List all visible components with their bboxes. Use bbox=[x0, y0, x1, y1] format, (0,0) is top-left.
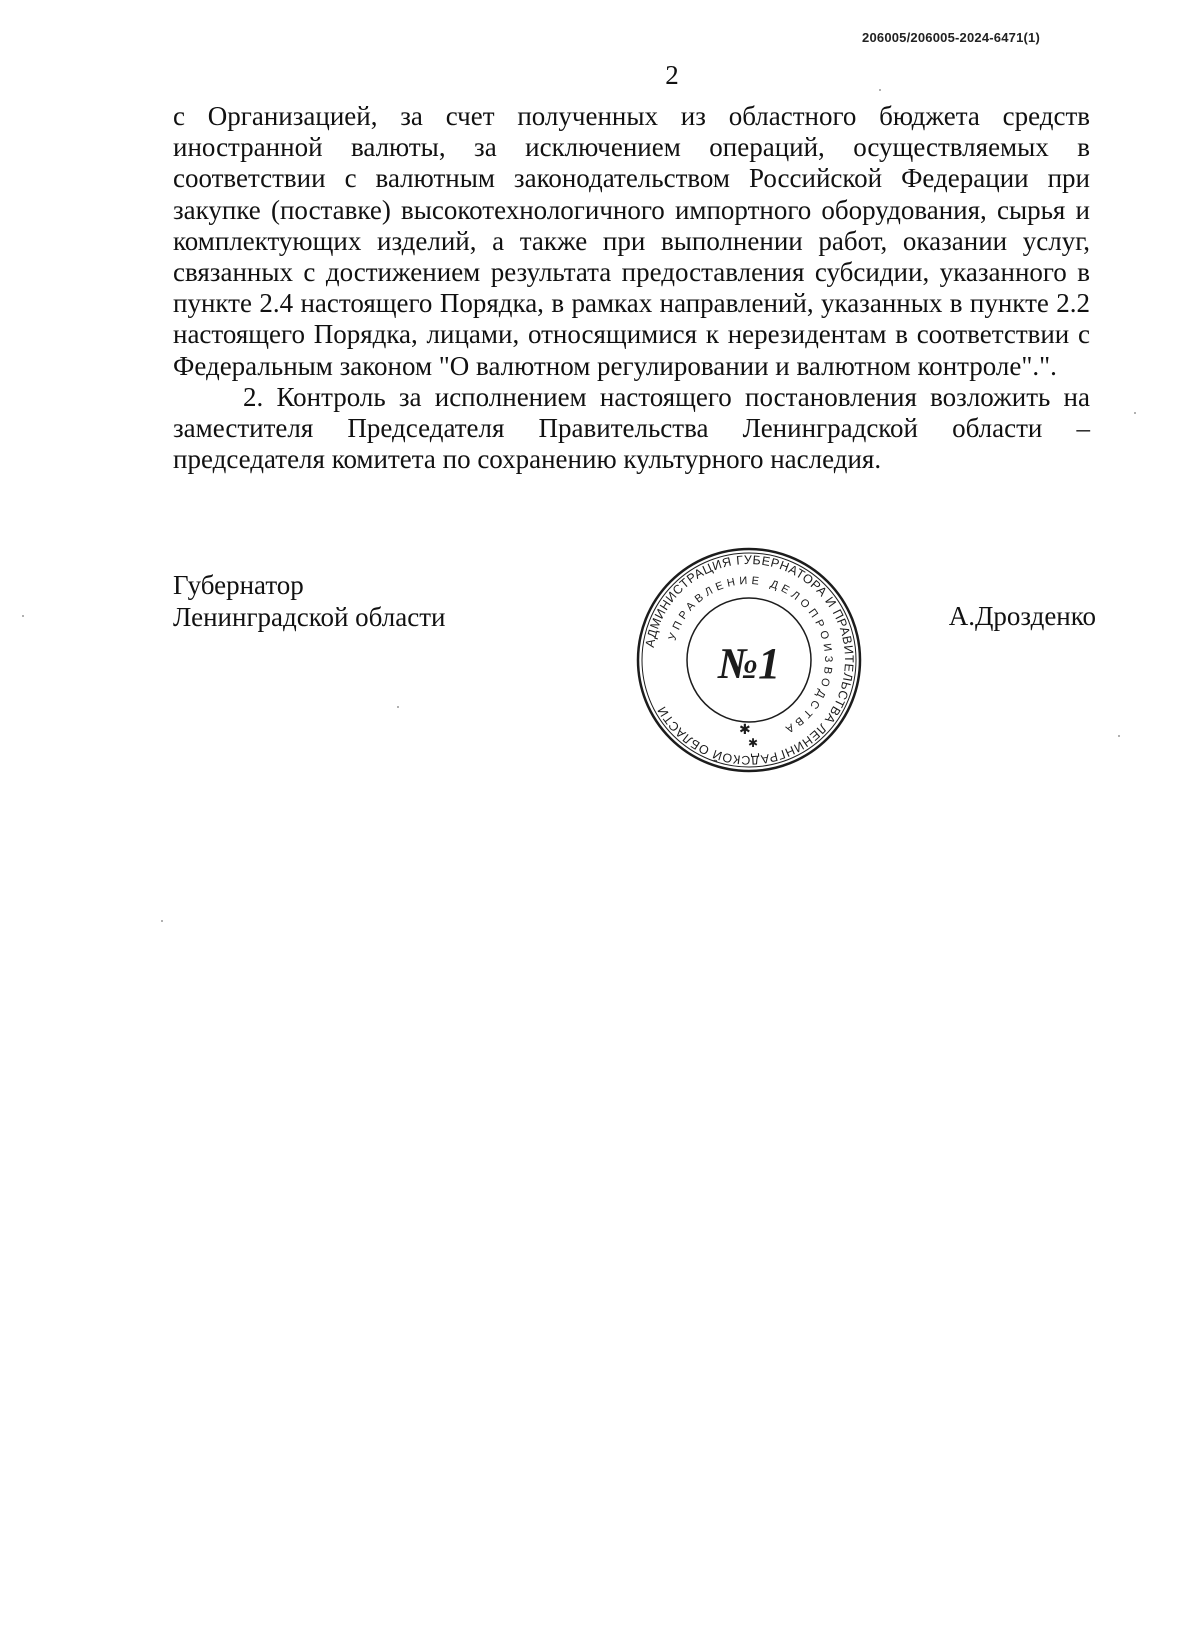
scan-speck bbox=[397, 706, 399, 708]
document-registration-number: 206005/206005-2024-6471(1) bbox=[862, 30, 1040, 45]
seal-star-icon: ✱ bbox=[739, 721, 751, 737]
paragraph-continuation: с Организацией, за счет полученных из областного бюджета средств иностранной валюты, за исключением операций, осуществляемых в соответствии с валютным законодательством Российской Федерации при закупке (поставке) высокотехнологичного импортного оборудования, сырья и комплектующих изделий, а также при выполнении работ, оказании услуг, связанных с достижением результата предоставления субсидии, указанного в пункте 2.4 настоящего Порядка, в рамках направлений, указанных в пункте 2.2 настоящего Порядка, лицами, относящимися к нерезидентам в соответствии с Федеральным законом "О валютном регулировании и валютном контроле".". bbox=[173, 101, 1090, 381]
scan-speck bbox=[1118, 735, 1120, 737]
scan-speck bbox=[22, 615, 24, 617]
seal-inner-text: УПРАВЛЕНИЕ ДЕЛОПРОИЗВОДСТВА bbox=[666, 574, 835, 737]
signatory-title bbox=[173, 569, 445, 633]
document-body bbox=[173, 101, 1090, 475]
page-number-text: 2 bbox=[665, 60, 679, 90]
page-number bbox=[0, 60, 1200, 91]
signatory-name: А.Дрозденко bbox=[948, 601, 1096, 631]
scan-speck bbox=[1134, 412, 1136, 414]
scan-speck bbox=[161, 920, 163, 922]
seal-center-number: №1 bbox=[717, 639, 781, 688]
official-seal-graphic bbox=[635, 546, 863, 774]
signatory-title-line-2: Ленинградской области bbox=[173, 602, 446, 632]
seal-star-icon-small: ✱ bbox=[748, 736, 759, 750]
seal-outer-text: АДМИНИСТРАЦИЯ ГУБЕРНАТОРА И ПРАВИТЕЛЬСТВА ЛЕНИНГРАДСКОЙ ОБЛАСТИ bbox=[642, 552, 857, 768]
official-seal bbox=[635, 546, 863, 774]
signatory-title-line-1: Губернатор bbox=[173, 570, 304, 600]
scan-speck bbox=[879, 89, 881, 91]
paragraph-control-clause: 2. Контроль за исполнением настоящего постановления возложить на заместителя Председателя Правительства Ленинградской области – председателя комитета по сохранению культурного наследия. bbox=[173, 381, 1090, 475]
